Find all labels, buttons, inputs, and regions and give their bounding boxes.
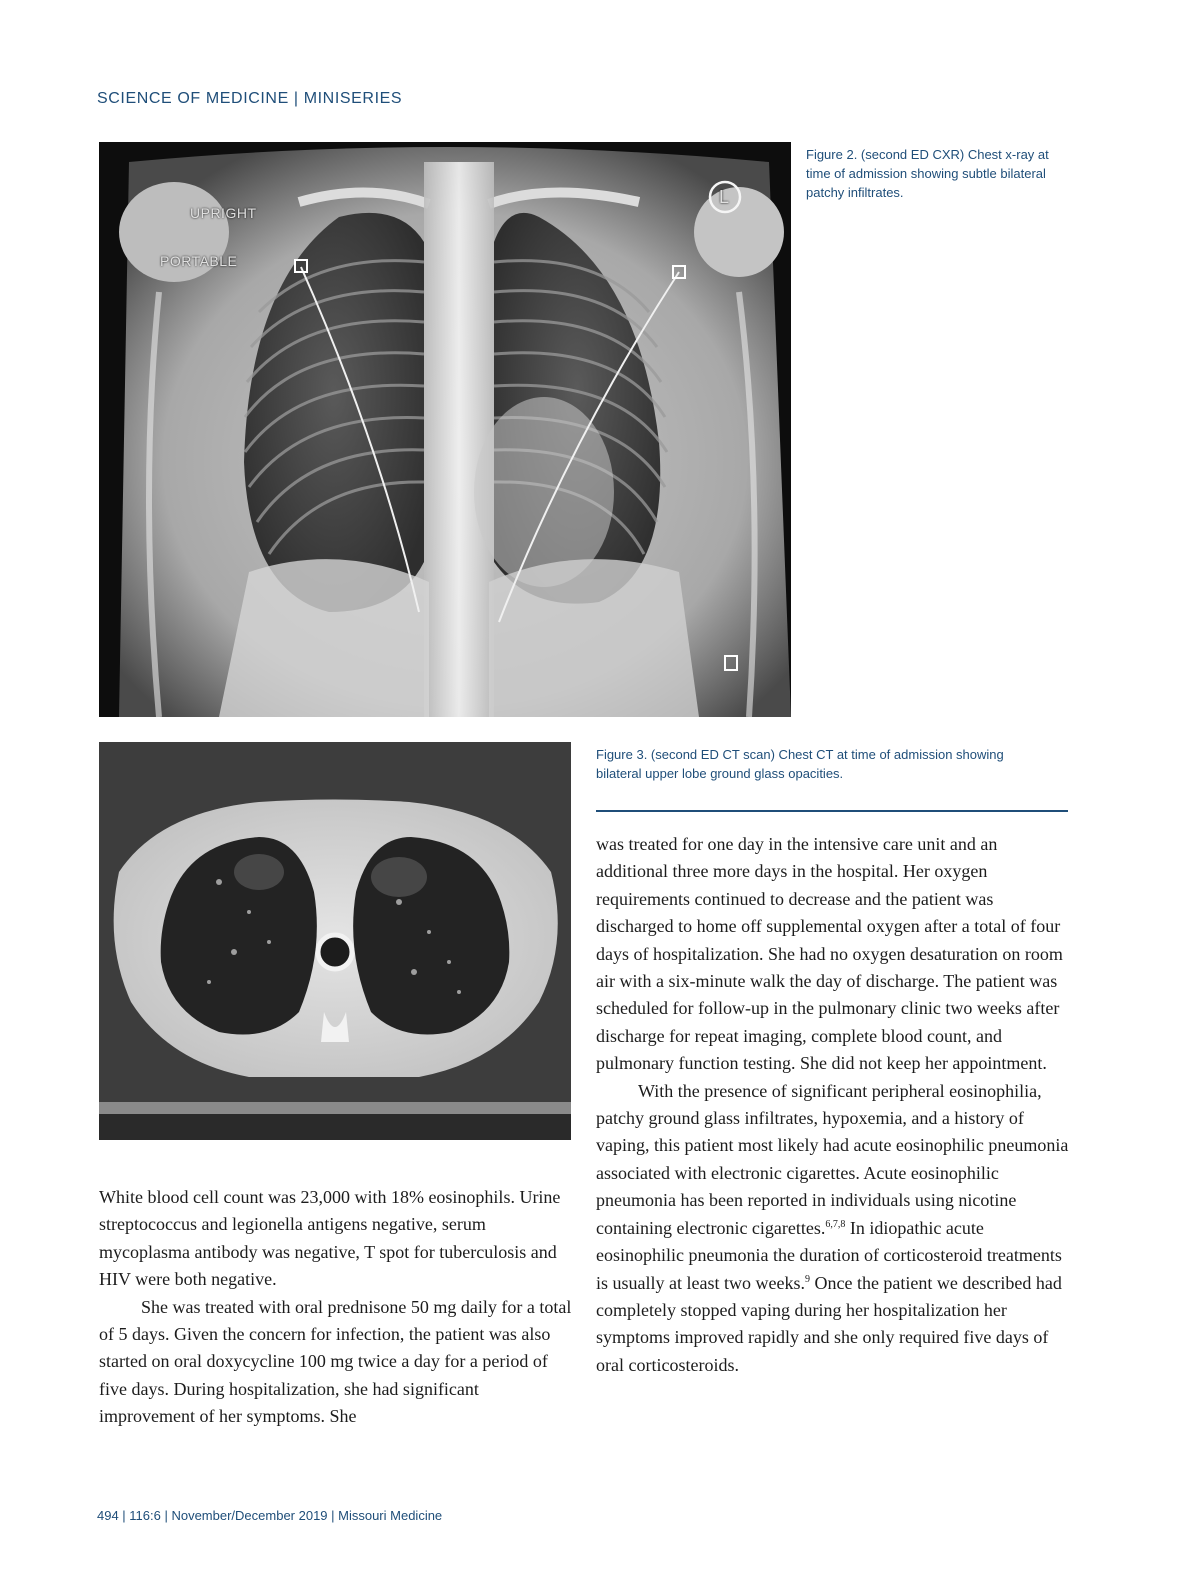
paragraph: was treated for one day in the intensive care unit and an additional three more days in the hospital. Her oxygen requirements continued to decrease and the patient was discharged to home off supplemental oxygen after a total of four days of hospitalization. She had no oxygen desaturation on room air with a six-minute walk the day of discharge. The patient was scheduled for follow-up in the pulmonary clinic two weeks after discharge for repeat imaging, complete blood count, and pulmonary function testing. She did not keep her appointment.	[596, 834, 1063, 1074]
right-text-column	[596, 831, 1072, 1379]
reference-superscript: 6,7,8	[825, 1218, 846, 1230]
portable-label: PORTABLE	[160, 253, 238, 269]
figure-3-caption: Figure 3. (second ED CT scan) Chest CT at time of admission showing bilateral upper lobe ground glass opacities.	[596, 747, 1004, 781]
upright-label: UPRIGHT	[190, 205, 257, 221]
paragraph-text: In idiopathic acute eosinophilic pneumonia the duration of corticosteroid treatments is usually at least two weeks.	[596, 1217, 1062, 1293]
reference-superscript: 9	[804, 1273, 810, 1285]
page-footer: 494 | 116:6 | November/December 2019 | Missouri Medicine	[97, 1508, 443, 1523]
chest-xray-image	[99, 142, 791, 717]
caption-divider	[596, 810, 1068, 812]
chest-ct-image	[99, 742, 571, 1140]
left-text-column	[99, 1184, 574, 1431]
section-header: SCIENCE OF MEDICINE | MINISERIES	[97, 90, 403, 107]
paragraph	[596, 1078, 1072, 1379]
paragraph-text: Once the patient we described had completely stopped vaping during her hospitalization her symptoms improved rapidly and she only required five days of oral corticosteroids.	[596, 1272, 1062, 1375]
paragraph: White blood cell count was 23,000 with 18% eosinophils. Urine streptococcus and legionella antigens negative, serum mycoplasma antibody was negative, T spot for tuberculosis and HIV were both negative.	[99, 1187, 561, 1290]
paragraph-text: With the presence of significant peripheral eosinophilia, patchy ground glass infiltrates, hypoxemia, and a history of vaping, this patient most likely had acute eosinophilic pneumonia associated with electronic cigarettes. Acute eosinophilic pneumonia has been reported in individuals using nicotine containing electronic cigarettes.	[596, 1080, 1069, 1238]
figure-2-caption: Figure 2. (second ED CXR) Chest x-ray at time of admission showing subtle bilateral patchy infiltrates.	[806, 147, 1049, 200]
side-marker-label: L	[719, 187, 730, 207]
paragraph: She was treated with oral prednisone 50 mg daily for a total of 5 days. Given the concern for infection, the patient was also started on oral doxycycline 100 mg twice a day for a period of five days. During hospitalization, she had significant improvement of her symptoms. She	[99, 1296, 572, 1427]
